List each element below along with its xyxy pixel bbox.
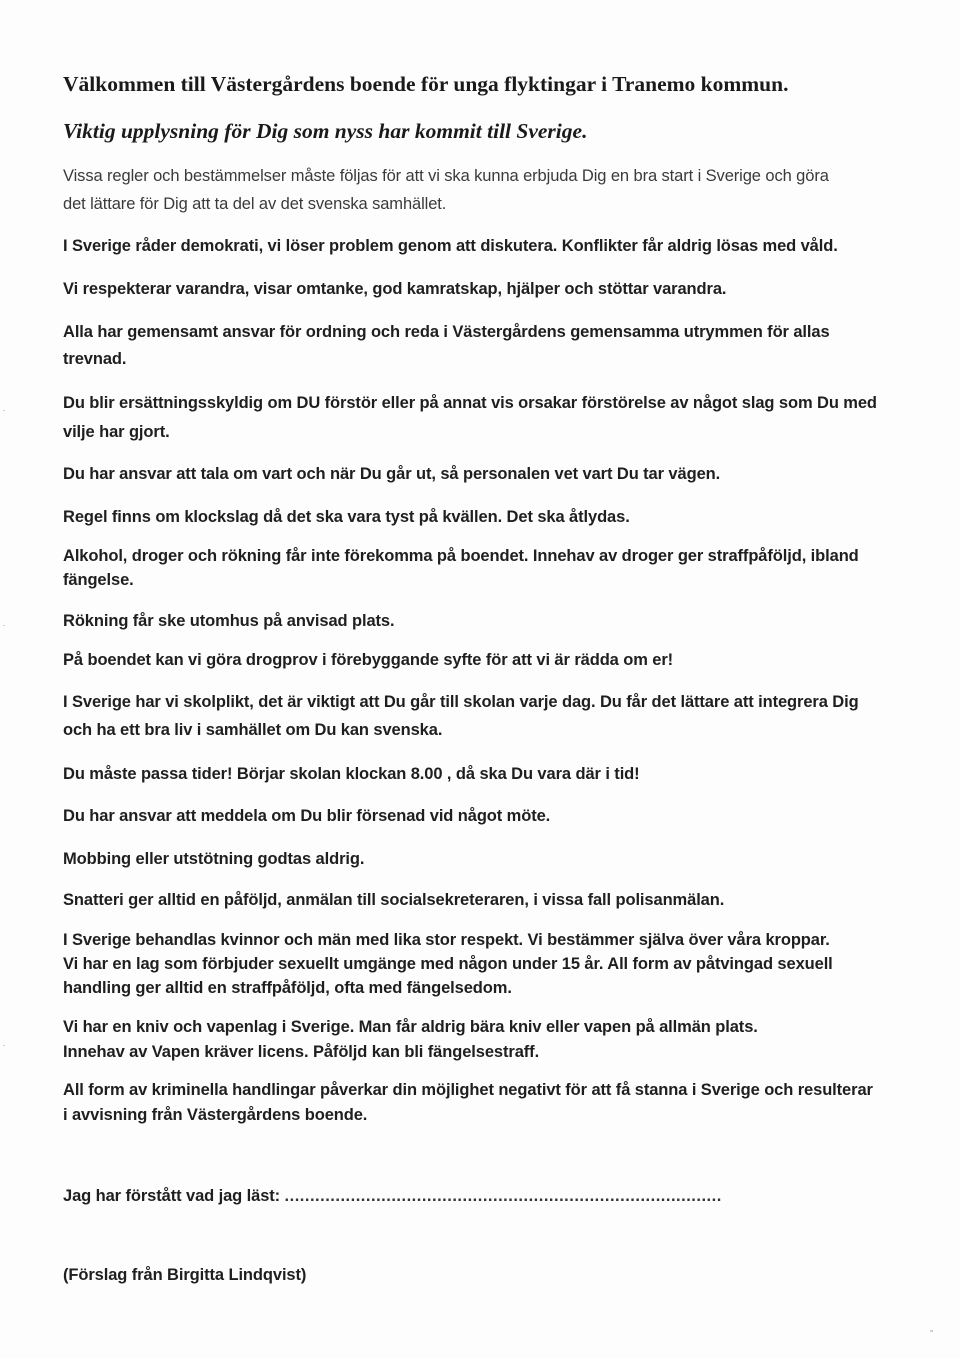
rule-line: Vi har en kniv och vapenlag i Sverige. Man får aldrig bära kniv eller vapen på allmän plats. <box>63 1018 758 1036</box>
intro-line: Vissa regler och bestämmelser måste följas för att vi ska kunna erbjuda Dig en bra start i Sverige och göra <box>63 167 829 185</box>
rule-line: Du måste passa tider! Börjar skolan klockan 8.00 , då ska Du vara där i tid! <box>63 765 640 783</box>
rule-line: I Sverige råder demokrati, vi löser problem genom att diskutera. Konflikter får aldrig lösas med våld. <box>63 237 838 255</box>
document-title: Välkommen till Västergårdens boende för unga flyktingar i Tranemo kommun. <box>63 72 789 96</box>
rule-line: fängelse. <box>63 571 134 589</box>
rule-line: handling ger alltid en straffpåföljd, ofta med fängelsedom. <box>63 979 512 997</box>
scan-mark <box>3 1045 5 1046</box>
rule-line: Alkohol, droger och rökning får inte förekomma på boendet. Innehav av droger ger straffpåföljd, ibland <box>63 547 859 565</box>
rule-line: Snatteri ger alltid en påföljd, anmälan till socialsekreteraren, i vissa fall polisanmälan. <box>63 891 725 909</box>
rule-line: Alla har gemensamt ansvar för ordning och reda i Västergårdens gemensamma utrymmen för allas <box>63 323 830 341</box>
rule-line: All form av kriminella handlingar påverkar din möjlighet negativt för att få stanna i Sverige och resulterar <box>63 1081 873 1099</box>
rule-line: Rökning får ske utomhus på anvisad plats. <box>63 612 395 630</box>
document-subtitle: Viktig upplysning för Dig som nyss har kommit till Sverige. <box>63 119 588 143</box>
rule-line: Regel finns om klockslag då det ska vara tyst på kvällen. Det ska åtlydas. <box>63 508 630 526</box>
rule-line: Du har ansvar att tala om vart och när Du går ut, så personalen vet vart Du tar vägen. <box>63 465 721 483</box>
rule-line: Du har ansvar att meddela om Du blir försenad vid något möte. <box>63 807 551 825</box>
rule-line: och ha ett bra liv i samhället om Du kan svenska. <box>63 721 443 739</box>
scan-mark <box>3 625 5 626</box>
intro-line: det lättare för Dig att ta del av det svenska samhället. <box>63 195 447 213</box>
rule-line: Du blir ersättningsskyldig om DU förstör eller på annat vis orsakar förstörelse av något slag som Du med <box>63 394 877 412</box>
signature-field[interactable]: ...................................................................................... <box>284 1187 722 1205</box>
rule-line: I Sverige behandlas kvinnor och män med lika stor respekt. Vi bestämmer själva över våra kroppar. <box>63 931 830 949</box>
rule-line: Vi respekterar varandra, visar omtanke, god kamratskap, hjälper och stöttar varandra. <box>63 280 727 298</box>
rule-line: trevnad. <box>63 350 127 368</box>
signature-label: Jag har förstått vad jag läst: <box>63 1187 281 1205</box>
scan-mark <box>930 1330 933 1332</box>
footer-note: (Förslag från Birgitta Lindqvist) <box>63 1266 307 1284</box>
signature-line <box>63 1187 722 1206</box>
rule-line: Vi har en lag som förbjuder sexuellt umgänge med någon under 15 år. All form av påtvingad sexuell <box>63 955 833 973</box>
rule-line: vilje har gjort. <box>63 423 170 441</box>
rule-line: På boendet kan vi göra drogprov i förebyggande syfte för att vi är rädda om er! <box>63 651 674 669</box>
rule-line: I Sverige har vi skolplikt, det är viktigt att Du går till skolan varje dag. Du får det lättare att integrera Dig <box>63 693 859 711</box>
scan-mark <box>3 410 5 411</box>
rule-line: Innehav av Vapen kräver licens. Påföljd kan bli fängelsestraff. <box>63 1043 540 1061</box>
rule-line: Mobbing eller utstötning godtas aldrig. <box>63 850 365 868</box>
rule-line: i avvisning från Västergårdens boende. <box>63 1106 368 1124</box>
